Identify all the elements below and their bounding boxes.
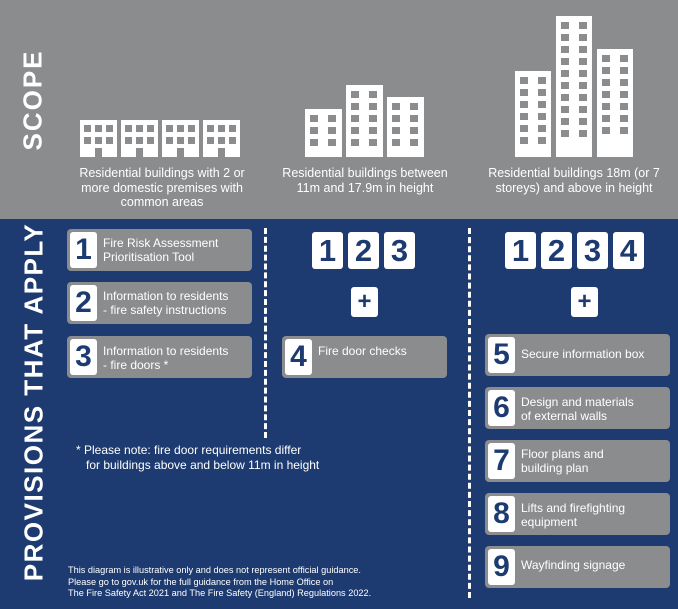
column-divider-1 xyxy=(264,228,267,438)
provision-card-4 xyxy=(282,336,447,378)
provision-card-6 xyxy=(485,387,670,429)
provision-badge: 1 xyxy=(505,232,536,269)
provision-text: Prioritisation Tool xyxy=(103,249,195,264)
fire-door-note xyxy=(76,443,319,473)
disclaimer-line: Please go to gov.uk for the full guidance from the Home Office on xyxy=(68,576,334,587)
provision-text: Secure information box xyxy=(521,347,645,361)
provision-badge: 2 xyxy=(348,232,379,269)
provision-badge: 4 xyxy=(613,232,644,269)
inherited-provisions-mid xyxy=(312,232,415,269)
scope-caption-mid-rise: Residential buildings between 11m and 17.9m in height xyxy=(282,166,448,195)
provision-number: 9 xyxy=(488,549,515,585)
provision-card-8 xyxy=(485,493,670,535)
provision-badge: 1 xyxy=(312,232,343,269)
provision-number: 1 xyxy=(70,232,97,268)
provision-card-3 xyxy=(67,336,252,378)
provision-card-2 xyxy=(67,282,252,324)
provision-text: Design and materials xyxy=(521,395,634,409)
provision-number: 7 xyxy=(488,443,515,479)
provision-badge: 2 xyxy=(541,232,572,269)
scope-caption-low-rise: Residential buildings with 2 or more domestic premises with common areas xyxy=(79,166,245,209)
provision-number: 6 xyxy=(488,390,515,426)
scope-label: SCOPE xyxy=(17,49,48,151)
provision-card-1 xyxy=(67,229,252,271)
provision-number: 4 xyxy=(285,339,312,375)
provision-text: Information to residents xyxy=(103,344,229,358)
disclaimer xyxy=(68,565,371,600)
provision-text: building plan xyxy=(521,460,589,475)
provision-text: Information to residents xyxy=(103,289,229,303)
column-divider-2 xyxy=(468,228,471,598)
provision-text: Floor plans and xyxy=(521,447,604,461)
provision-text: equipment xyxy=(521,514,578,529)
provision-text: Fire door checks xyxy=(318,344,407,358)
plus-icon: + xyxy=(351,287,378,317)
scope-caption-high-rise: Residential buildings 18m (or 7 storeys) and above in height xyxy=(488,166,660,195)
provision-badge: 3 xyxy=(577,232,608,269)
provision-number: 8 xyxy=(488,496,515,532)
low-rise-buildings-icon xyxy=(80,120,240,157)
provision-text: - fire doors * xyxy=(103,357,169,372)
disclaimer-line: This diagram is illustrative only and does not represent official guidance. xyxy=(68,565,361,575)
provision-text: Fire Risk Assessment xyxy=(103,236,219,250)
mid-rise-buildings-icon xyxy=(305,85,424,157)
provision-text: of external walls xyxy=(521,408,608,423)
provision-card-9 xyxy=(485,546,670,588)
provision-number: 3 xyxy=(70,339,97,375)
provision-text: Wayfinding signage xyxy=(521,558,626,572)
provision-text: - fire safety instructions xyxy=(103,302,227,317)
provision-card-5 xyxy=(485,334,670,376)
plus-icon: + xyxy=(571,287,598,317)
provision-number: 5 xyxy=(488,337,515,373)
provision-card-7 xyxy=(485,440,670,482)
provision-number: 2 xyxy=(70,285,97,321)
note-line: * Please note: fire door requirements differ xyxy=(76,443,302,457)
provision-text: Lifts and firefighting xyxy=(521,501,626,515)
high-rise-buildings-icon xyxy=(515,16,633,157)
inherited-provisions-high xyxy=(505,232,644,269)
provision-badge: 3 xyxy=(384,232,415,269)
disclaimer-line: The Fire Safety Act 2021 and The Fire Safety (England) Regulations 2022. xyxy=(68,588,372,598)
note-line: for buildings above and below 11m in height xyxy=(86,458,320,472)
provisions-label: PROVISIONS THAT APPLY xyxy=(18,222,49,582)
